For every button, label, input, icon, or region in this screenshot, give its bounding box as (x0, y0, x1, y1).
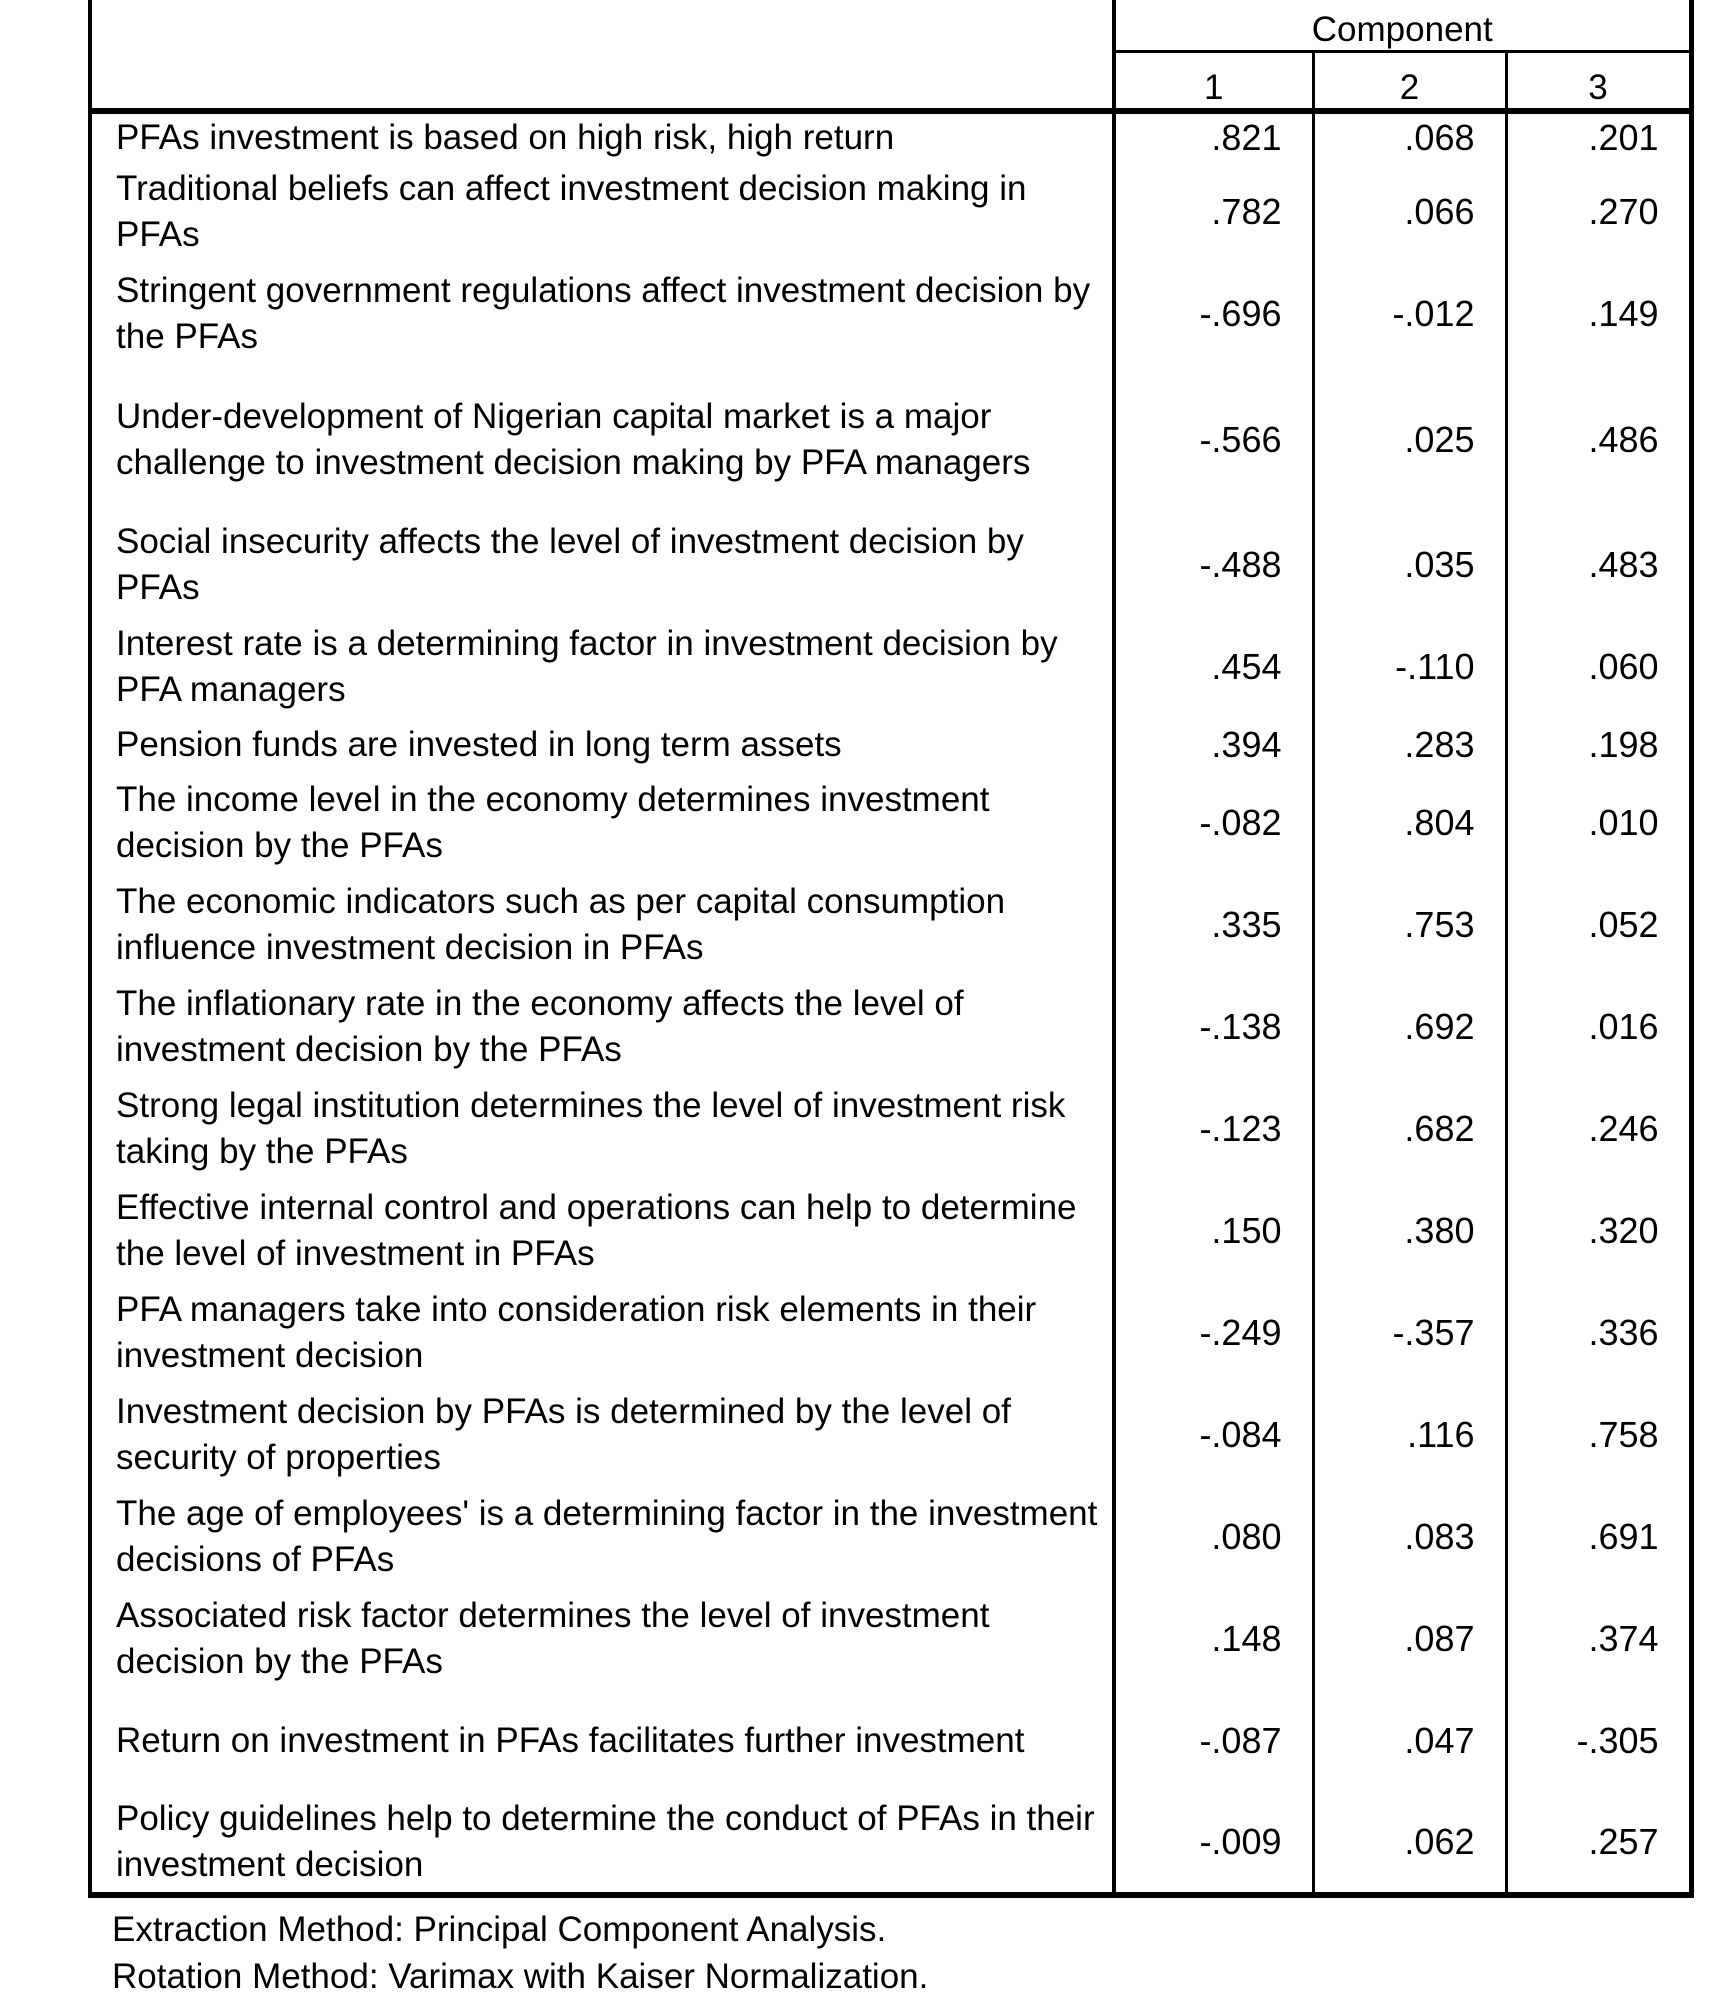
table-row (90, 1180, 1691, 1282)
loading-value-component-1: -.009 (1114, 1792, 1313, 1895)
table-row (90, 111, 1691, 161)
column-header-3: 3 (1506, 52, 1691, 112)
row-label: Strong legal institution determines the level of investment risk taking by the PFAs (90, 1078, 1114, 1180)
loading-value-component-2: .068 (1313, 111, 1506, 161)
loading-value-component-1: -.082 (1114, 772, 1313, 874)
header-corner-cell (90, 0, 1114, 111)
loading-value-component-1: .454 (1114, 616, 1313, 718)
loading-value-component-2: -.357 (1313, 1282, 1506, 1384)
loading-value-component-1: -.249 (1114, 1282, 1313, 1384)
loading-value-component-2: -.110 (1313, 616, 1506, 718)
table-row (90, 976, 1691, 1078)
row-label: PFAs investment is based on high risk, high return (90, 111, 1114, 161)
loading-value-component-2: .035 (1313, 514, 1506, 616)
row-label: Effective internal control and operations can help to determine the level of investment in PFAs (90, 1180, 1114, 1282)
loading-value-component-3: .758 (1506, 1384, 1691, 1486)
row-label: Traditional beliefs can affect investment decision making in PFAs (90, 161, 1114, 263)
loading-value-component-2: .066 (1313, 161, 1506, 263)
loading-value-component-1: .335 (1114, 874, 1313, 976)
loading-value-component-2: .804 (1313, 772, 1506, 874)
row-label: PFA managers take into consideration risk elements in their investment decision (90, 1282, 1114, 1384)
loading-value-component-1: -.123 (1114, 1078, 1313, 1180)
row-label: Return on investment in PFAs facilitates further investment (90, 1690, 1114, 1792)
footnote-rotation-method: Rotation Method: Varimax with Kaiser Normalization. (112, 1957, 929, 1996)
loading-value-component-2: .380 (1313, 1180, 1506, 1282)
loading-value-component-3: .052 (1506, 874, 1691, 976)
loading-value-component-2: -.012 (1313, 263, 1506, 365)
footnote-extraction-method: Extraction Method: Principal Component Analysis. (112, 1910, 887, 1949)
column-header-2: 2 (1313, 52, 1506, 112)
loading-value-component-1: .821 (1114, 111, 1313, 161)
table-row (90, 1690, 1691, 1792)
loading-value-component-2: .025 (1313, 365, 1506, 514)
row-label: Under-development of Nigerian capital market is a major challenge to investment decision making by PFA managers (90, 365, 1114, 514)
loading-value-component-3: .270 (1506, 161, 1691, 263)
row-label: Associated risk factor determines the level of investment decision by the PFAs (90, 1588, 1114, 1690)
loading-value-component-3: .691 (1506, 1486, 1691, 1588)
table-row (90, 772, 1691, 874)
loading-value-component-1: .150 (1114, 1180, 1313, 1282)
loading-value-component-1: -.084 (1114, 1384, 1313, 1486)
row-label: The economic indicators such as per capital consumption influence investment decision in PFAs (90, 874, 1114, 976)
table-row (90, 1384, 1691, 1486)
loading-value-component-1: -.696 (1114, 263, 1313, 365)
table-row (90, 874, 1691, 976)
loading-value-component-2: .047 (1313, 1690, 1506, 1792)
component-group-header: Component (1114, 0, 1691, 52)
loading-value-component-3: .060 (1506, 616, 1691, 718)
row-label: The age of employees' is a determining factor in the investment decisions of PFAs (90, 1486, 1114, 1588)
row-label: Investment decision by PFAs is determined by the level of security of properties (90, 1384, 1114, 1486)
row-label: Interest rate is a determining factor in investment decision by PFA managers (90, 616, 1114, 718)
header-row-group (90, 0, 1691, 52)
loading-value-component-1: .394 (1114, 718, 1313, 772)
table-row (90, 718, 1691, 772)
loading-value-component-3: -.305 (1506, 1690, 1691, 1792)
loading-value-component-3: .010 (1506, 772, 1691, 874)
table-row (90, 1792, 1691, 1895)
loading-value-component-2: .682 (1313, 1078, 1506, 1180)
loading-value-component-3: .201 (1506, 111, 1691, 161)
loading-value-component-2: .062 (1313, 1792, 1506, 1895)
loading-value-component-2: .692 (1313, 976, 1506, 1078)
row-label: The inflationary rate in the economy affects the level of investment decision by the PFAs (90, 976, 1114, 1078)
table-body (90, 111, 1691, 1895)
loading-value-component-3: .016 (1506, 976, 1691, 1078)
loading-value-component-3: .336 (1506, 1282, 1691, 1384)
table-row (90, 263, 1691, 365)
loading-value-component-3: .257 (1506, 1792, 1691, 1895)
loading-value-component-1: -.087 (1114, 1690, 1313, 1792)
loading-value-component-1: .080 (1114, 1486, 1313, 1588)
loading-value-component-3: .198 (1506, 718, 1691, 772)
row-label: Pension funds are invested in long term assets (90, 718, 1114, 772)
loading-value-component-3: .149 (1506, 263, 1691, 365)
loading-value-component-1: -.138 (1114, 976, 1313, 1078)
rotated-component-matrix-table (88, 0, 1694, 1898)
loading-value-component-2: .283 (1313, 718, 1506, 772)
loading-value-component-3: .486 (1506, 365, 1691, 514)
row-label: Policy guidelines help to determine the conduct of PFAs in their investment decision (90, 1792, 1114, 1895)
loading-value-component-2: .083 (1313, 1486, 1506, 1588)
loading-value-component-3: .374 (1506, 1588, 1691, 1690)
loading-value-component-1: -.488 (1114, 514, 1313, 616)
loading-value-component-2: .087 (1313, 1588, 1506, 1690)
loading-value-component-1: .148 (1114, 1588, 1313, 1690)
table-row (90, 365, 1691, 514)
loading-value-component-2: .116 (1313, 1384, 1506, 1486)
loading-value-component-3: .483 (1506, 514, 1691, 616)
loading-value-component-2: .753 (1313, 874, 1506, 976)
loading-value-component-3: .246 (1506, 1078, 1691, 1180)
loading-value-component-3: .320 (1506, 1180, 1691, 1282)
column-header-1: 1 (1114, 52, 1313, 112)
table-row (90, 514, 1691, 616)
table-row (90, 1486, 1691, 1588)
row-label: The income level in the economy determines investment decision by the PFAs (90, 772, 1114, 874)
table-row (90, 616, 1691, 718)
row-label: Social insecurity affects the level of investment decision by PFAs (90, 514, 1114, 616)
table-row (90, 161, 1691, 263)
table-row (90, 1282, 1691, 1384)
loading-value-component-1: -.566 (1114, 365, 1313, 514)
table-row (90, 1078, 1691, 1180)
row-label: Stringent government regulations affect investment decision by the PFAs (90, 263, 1114, 365)
loading-value-component-1: .782 (1114, 161, 1313, 263)
table-row (90, 1588, 1691, 1690)
